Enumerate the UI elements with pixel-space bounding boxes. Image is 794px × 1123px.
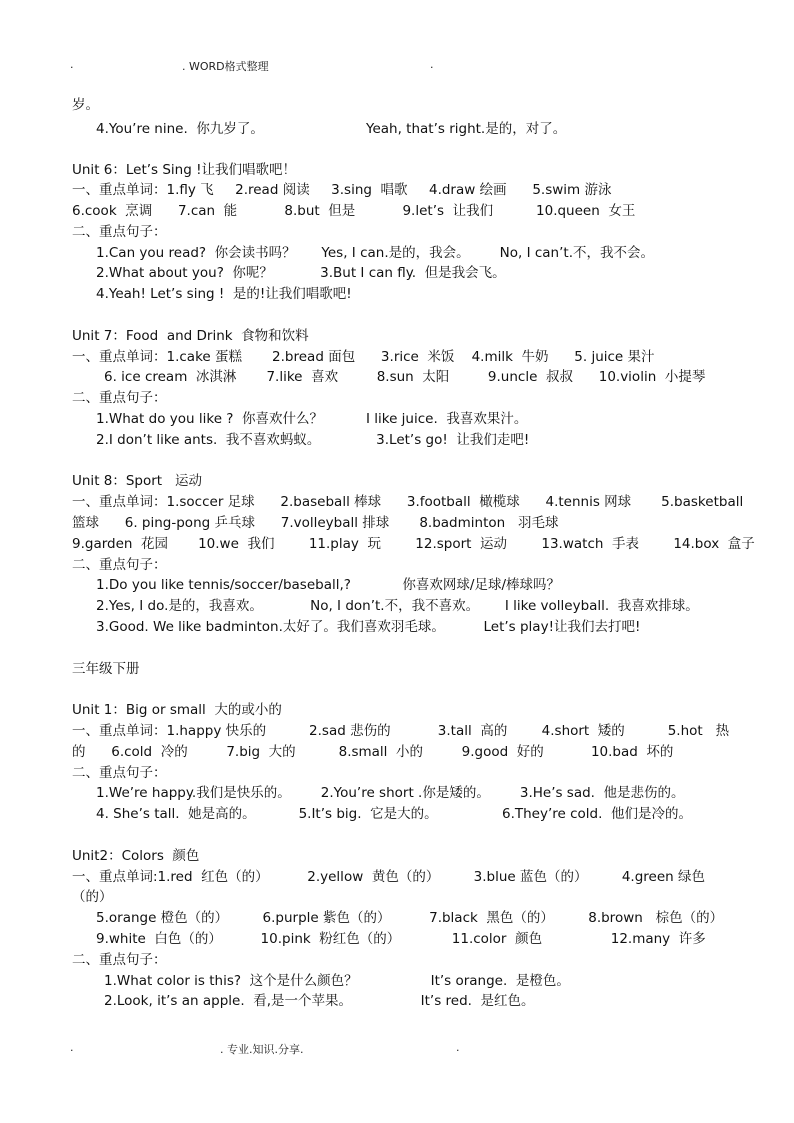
text-line: 二、重点句子：: [72, 952, 167, 968]
text-line: 9.garden 花园 10.we 我们 11.play 玩 12.sport 运动 13.watch 手表 14.box 盒子: [72, 536, 755, 552]
text-line: 一、重点单词：1.happy 快乐的 2.sad 悲伤的 3.tall 高的 4.short 矮的 5.hot 热: [72, 723, 730, 739]
text-line: 3.Good. We like badminton.太好了。我们喜欢羽毛球。 Let’s play!让我们去打吧!: [96, 619, 641, 635]
text-line: 二、重点句子：: [72, 390, 167, 406]
text-line: Yeah, that’s right.是的，对了。: [366, 121, 567, 137]
text-line: 5.orange 橙色（的） 6.purple 紫色（的） 7.black 黑色（的） 8.brown 棕色（的）: [96, 910, 724, 926]
footer-dot-left: .: [70, 1041, 74, 1054]
text-line: 2.Yes, I do.是的，我喜欢。 No, I don’t.不，我不喜欢。 I like volleyball. 我喜欢排球。: [96, 598, 699, 614]
text-line: 9.white 白色（的） 10.pink 粉红色（的） 11.color 颜色 12.many 许多: [96, 931, 706, 947]
text-line: 篮球 6. ping-pong 乒乓球 7.volleyball 排球 8.badminton 羽毛球: [72, 515, 559, 531]
text-line: 2.Look, it’s an apple. 看,是一个苹果。 It’s red. 是红色。: [104, 993, 535, 1009]
footer-title: . 专业.知识.分享.: [220, 1043, 304, 1056]
header-title: . WORD格式整理: [182, 60, 269, 73]
text-line: 4. She’s tall. 她是高的。 5.It’s big. 它是大的。 6.They’re cold. 他们是冷的。: [96, 806, 692, 822]
text-line: 一、重点单词:1.red 红色（的） 2.yellow 黄色（的） 3.blue 蓝色（的） 4.green 绿色: [72, 869, 705, 885]
text-line: 4.You’re nine. 你九岁了。: [96, 121, 264, 137]
text-line: （的）: [72, 889, 113, 905]
page-footer: [70, 1041, 460, 1093]
text-line: 一、重点单词：1.cake 蛋糕 2.bread 面包 3.rice 米饭 4.milk 牛奶 5. juice 果汁: [72, 349, 655, 365]
section-heading: 三年级下册: [72, 661, 140, 677]
header-dot-left: .: [70, 58, 74, 71]
text-line: 2.What about you? 你呢？ 3.But I can fly. 但是我会飞。: [96, 265, 506, 281]
unit-heading: Unit 6：Let’s Sing !让我们唱歌吧！: [72, 162, 297, 178]
text-line: 二、重点句子：: [72, 224, 167, 240]
header-dot-right: .: [430, 58, 434, 71]
text-line: 4.Yeah! Let’s sing ! 是的!让我们唱歌吧!: [96, 286, 352, 302]
text-line: 1.We’re happy.我们是快乐的。 2.You’re short .你是矮的。 3.He’s sad. 他是悲伤的。: [96, 785, 685, 801]
text-line: 一、重点单词：1.fly 飞 2.read 阅读 3.sing 唱歌 4.draw 绘画 5.swim 游泳: [72, 182, 612, 198]
unit-heading: Unit 1：Big or small 大的或小的: [72, 702, 282, 718]
text-line: 1.Do you like tennis/soccer/baseball,? 你喜欢网球/足球/棒球吗？: [96, 577, 561, 593]
text-line: 二、重点句子：: [72, 557, 167, 573]
footer-dot-right: .: [456, 1041, 460, 1054]
text-line: 二、重点句子：: [72, 765, 167, 781]
text-line: 的 6.cold 冷的 7.big 大的 8.small 小的 9.good 好的 10.bad 坏的: [72, 744, 674, 760]
text-line: 1.What do you like ? 你喜欢什么？ I like juice. 我喜欢果汁。: [96, 411, 528, 427]
unit-heading: Unit 8：Sport 运动: [72, 473, 202, 489]
unit-heading: Unit 7：Food and Drink 食物和饮料: [72, 328, 309, 344]
text-line: 岁。: [72, 97, 99, 113]
text-line: 2.I don’t like ants. 我不喜欢蚂蚁。 3.Let’s go! 让我们走吧!: [96, 432, 530, 448]
text-line: 6. ice cream 冰淇淋 7.like 喜欢 8.sun 太阳 9.uncle 叔叔 10.violin 小提琴: [104, 369, 706, 385]
unit-heading: Unit2：Colors 颜色: [72, 848, 200, 864]
text-line: 一、重点单词：1.soccer 足球 2.baseball 棒球 3.football 橄榄球 4.tennis 网球 5.basketball: [72, 494, 744, 510]
text-line: 1.Can you read? 你会读书吗？ Yes, I can.是的，我会。 No, I can’t.不，我不会。: [96, 245, 654, 261]
text-line: 6.cook 烹调 7.can 能 8.but 但是 9.let’s 让我们 10.queen 女王: [72, 203, 636, 219]
text-line: 1.What color is this? 这个是什么颜色？ It’s orange. 是橙色。: [104, 973, 570, 989]
